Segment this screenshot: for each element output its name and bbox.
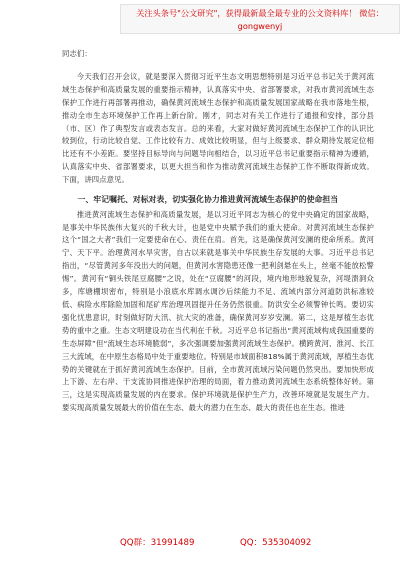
document-body xyxy=(62,38,374,415)
intro-paragraph: 今天我们召开会议，就是要深入贯彻习近平生态文明思想特别是习近平总书记关于黄河流域生态保护和高质量发展的重要指示精神，认真落实中央、省部署要求，对我市黄河流域生态保护工作进行再部署再推动，确保黄河流域生态保护和高质量发展国家战略在我市落地生根，推动全市生态环境保护工作再上新台阶。刚才，同志对有关工作进行了通报和安排，部分县（市、区）作了典型发言或表态发言。总的来看，大家对做好黄河流域生态保护工作的认识比较到位，行动比较自觉、工作比较有力、成效比较明显，但与上级要求、群众期待发展定位相比还有不小差距。要坚持目标导向与问题导向相结合，以习近平总书记重要指示精神为遵循，认真落实中央、省部署要求，以更大担当和作为推动黄河流域生态保护工作不断取得新成效。下面，讲四点意见。 xyxy=(62,71,374,185)
promo-banner-text: 关注头条号"公文研究"，获得最新最全最专业的公文资料库！ 微信：gongwenyj xyxy=(136,8,384,31)
qq-group-text: QQ群：31991489 xyxy=(120,538,195,548)
qq-number-text: QQ：535304092 xyxy=(240,538,312,548)
section-heading: 一、牢记嘱托、对标对表，切实强化协力推进黄河流域生态保护的使命担当 xyxy=(77,195,339,205)
promo-banner xyxy=(120,4,400,34)
footer-contact xyxy=(0,536,408,550)
salutation: 同志们： xyxy=(62,49,92,58)
body-paragraph: 推进黄河流域生态保护和高质量发展，是以习近平同志为核心的党中央确定的国家战略，是事关中华民族伟大复兴的千秋大计，也是党中央赋予我们的重大使命。对黄河流域生态保护这个“国之大者”我们一定要使命在心、责任在肩。首先，这是确保黄河安澜的使命所系。黄河宁、天下平。治理黄河水旱灾害，自古以来就是事关中华民族生存发展的大事。习近平总书记指出，“尽管黄河多年没出大的问题，但黄河水害隐患还像一把利剑悬在头上，丝毫不能放松警惕”。黄河有“铜头铁尾豆腐腰”之说，处在“豆腐腰”的河段，境内地形地貌复杂，河堤溃洞众多，库塘棚坝密布，特别是小浪底水库调水调沙后续能力不足、流域内部分河道防洪标准较低、病险水库除险加固和尾矿库治理巩固提升任务仍然很重。防洪安全必须警钟长鸣。要切实强化忧患意识，时刻做好防大汛、抗大灾的准备，确保黄河岁岁安澜。第二，这是厚植生态优势的重中之重。生态文明建设功在当代利在千秋。习近平总书记指出“黄河流域构成我国重要的生态屏障”但“流域生态环境脆弱”，多次强调要加强黄河流域生态保护。横跨黄河、淮河、长江三大流域，在中原生态格局中处于重要地位。特别是市域面积818%属于黄河流域，厚植生态优势的关键就在于抓好黄河流域生态保护。目前，全市黄河流域污染问题仍然突出。要加快形成上下游、左右岸、干支流协同推进保护治理的局面，着力推动黄河流域生态系统整体好转。第三，这是实现高质量发展的内在要求。保护环境就是保护生产力，改善环境就是发展生产力。要实现高质量发展最大的价值在生态、最大的潜力在生态、最大的责任也在生态。推进 xyxy=(62,209,374,413)
